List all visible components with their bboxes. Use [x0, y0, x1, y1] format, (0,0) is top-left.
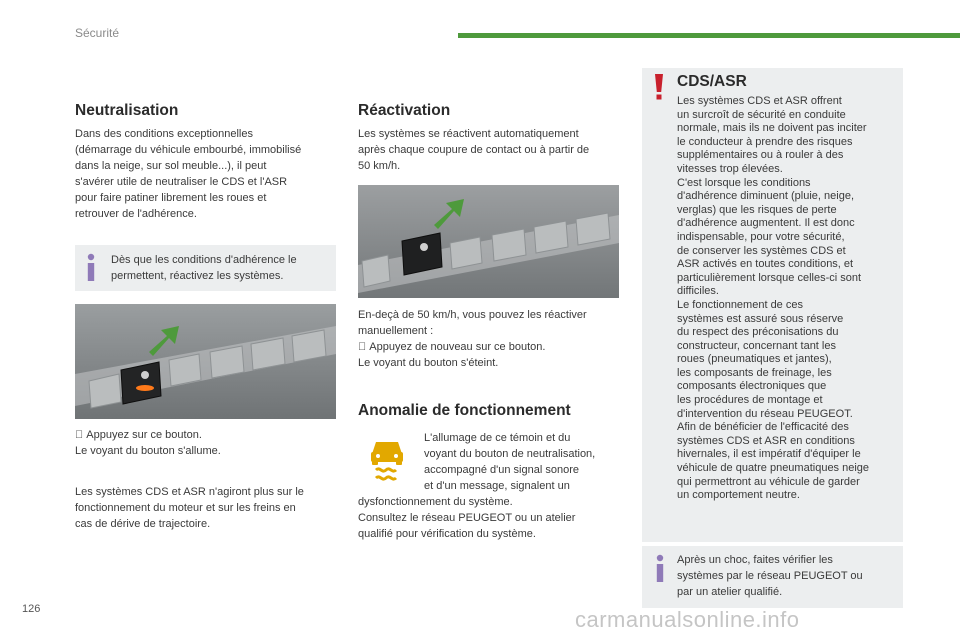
- text-line: composants électroniques que: [677, 380, 827, 393]
- text-line: hivernales, il est impératif d'équiper le: [677, 448, 861, 461]
- info-note-box: [75, 245, 336, 291]
- text-line: C'est lorsque les conditions: [677, 176, 811, 189]
- text-line: qui permettront au véhicule de garder: [677, 475, 860, 488]
- text-line: retrouver de l'adhérence.: [75, 208, 197, 220]
- cds-asr-body: [677, 95, 869, 503]
- button-panel-photo-lit: [75, 304, 336, 419]
- button-panel-photo-unlit: [358, 185, 619, 298]
- text-line: par un atelier qualifié.: [677, 586, 783, 598]
- text-line: Après un choc, faites vérifier les: [677, 554, 833, 566]
- text-line: Les systèmes se réactivent automatiquement: [358, 128, 579, 140]
- text-line: Appuyez de nouveau sur ce bouton.: [358, 341, 535, 353]
- text-line: vitesses trop élevées.: [677, 162, 783, 175]
- text-line: En-deçà de 50 km/h, vous pouvez les réactiver: [358, 309, 587, 321]
- text-line: Les systèmes CDS et ASR offrent: [677, 95, 842, 107]
- text-line: les composants de freinage, les: [677, 366, 832, 379]
- text-line: manuellement :: [358, 325, 434, 337]
- text-line: de conserver les systèmes CDS et: [677, 244, 846, 257]
- text-line: les procédures de montage et: [677, 394, 823, 407]
- cds-asr-warning-box: [642, 68, 903, 542]
- neutralisation-note: [75, 484, 304, 532]
- text-line: d'intervention du réseau PEUGEOT.: [677, 407, 853, 420]
- text-line: roues (pneumatiques et jantes),: [677, 353, 832, 366]
- text-line: un surcroît de sécurité en conduite: [677, 108, 846, 121]
- section-label: Sécurité: [75, 26, 120, 40]
- section-accent-bar: [458, 33, 960, 38]
- text-line: normale, mais ils ne doivent pas inciter: [677, 122, 867, 135]
- anomalie-text-full: [358, 494, 575, 542]
- text-line: dans la neige, sur sol meuble...), il peut: [75, 160, 267, 172]
- text-line: Appuyez sur ce bouton.: [75, 429, 191, 441]
- text-line: Dès que les conditions d'adhérence le: [111, 254, 297, 266]
- text-line: 50 km/h.: [358, 160, 401, 172]
- anomalie-text-indent: [424, 430, 595, 494]
- text-line: supplémentaires ou à rouler à des: [677, 149, 844, 162]
- warning-exclamation-icon: [654, 74, 664, 100]
- text-line: Les systèmes CDS et ASR n'agiront plus sur le: [75, 486, 304, 498]
- text-line: cas de dérive de trajectoire.: [75, 518, 211, 530]
- reactivation-steps: [358, 307, 587, 371]
- text-line: verglas) que les risques de perte: [677, 203, 837, 216]
- text-line: un comportement neutre.: [677, 489, 800, 502]
- text-line: d'adhérence diminuent (pluie, neige,: [677, 190, 854, 203]
- text-line: Le voyant du bouton s'éteint.: [358, 357, 499, 369]
- text-line: L'allumage de ce témoin et du: [424, 432, 571, 444]
- text-line: le conducteur à prendre des risques: [677, 135, 853, 148]
- watermark: carmanualsonline.info: [575, 607, 800, 632]
- neutralisation-title: Neutralisation: [75, 102, 179, 119]
- text-line: Consultez le réseau PEUGEOT ou un atelier: [358, 512, 576, 524]
- reactivation-title: Réactivation: [358, 102, 451, 119]
- cds-asr-title: CDS/ASR: [677, 73, 747, 90]
- text-line: qualifié pour vérification du système.: [358, 528, 536, 540]
- info-icon: [85, 253, 97, 283]
- text-line: permettent, réactivez les systèmes.: [111, 270, 284, 282]
- text-line: (démarrage du véhicule embourbé, immobilisé: [75, 144, 302, 156]
- text-line: systèmes par le réseau PEUGEOT ou: [677, 570, 863, 582]
- text-line: s'avérer utile de neutraliser le CDS et l'ASR: [75, 176, 288, 188]
- text-line: pour faire patiner librement les roues et: [75, 192, 267, 204]
- text-line: systèmes CDS et ASR en conditions: [677, 434, 855, 447]
- text-line: véhicule de quatre pneumatiques neige: [677, 462, 870, 475]
- neutralisation-intro: [75, 126, 301, 222]
- text-line: accompagné d'un signal sonore: [424, 464, 579, 476]
- text-line: du respect des préconisations du: [677, 326, 839, 339]
- text-line: et d'un message, signalent un: [424, 480, 570, 492]
- text-line: particulièrement lorsque celles-ci sont: [677, 271, 862, 284]
- text-line: Dans des conditions exceptionnelles: [75, 128, 253, 140]
- text-line: systèmes est assuré sous réserve: [677, 312, 844, 325]
- neutralisation-step: [75, 427, 221, 459]
- text-line: d'adhérence augmentent. Il est donc: [677, 217, 855, 230]
- text-line: fonctionnement du moteur et sur les freins en: [75, 502, 296, 514]
- skid-warning-icon: [368, 436, 406, 482]
- text-line: difficiles.: [677, 285, 719, 298]
- text-line: voyant du bouton de neutralisation,: [424, 448, 596, 460]
- text-line: ASR activés en toutes conditions, et: [677, 258, 854, 271]
- page-number: 126: [22, 603, 41, 615]
- text-line: dysfonctionnement du système.: [358, 496, 513, 508]
- text-line: Le voyant du bouton s'allume.: [75, 445, 221, 457]
- text-line: indispensable, pour votre sécurité,: [677, 230, 845, 243]
- reactivation-intro: [358, 126, 589, 174]
- anomalie-title: Anomalie de fonctionnement: [358, 402, 571, 419]
- cds-asr-info-box: [642, 546, 903, 608]
- text-line: après chaque coupure de contact ou à partir de: [358, 144, 590, 156]
- info-icon: [654, 554, 666, 584]
- text-line: constructeur, concernant tant les: [677, 339, 836, 352]
- text-line: Le fonctionnement de ces: [677, 298, 803, 311]
- text-line: Afin de bénéficier de l'efficacité des: [677, 421, 849, 434]
